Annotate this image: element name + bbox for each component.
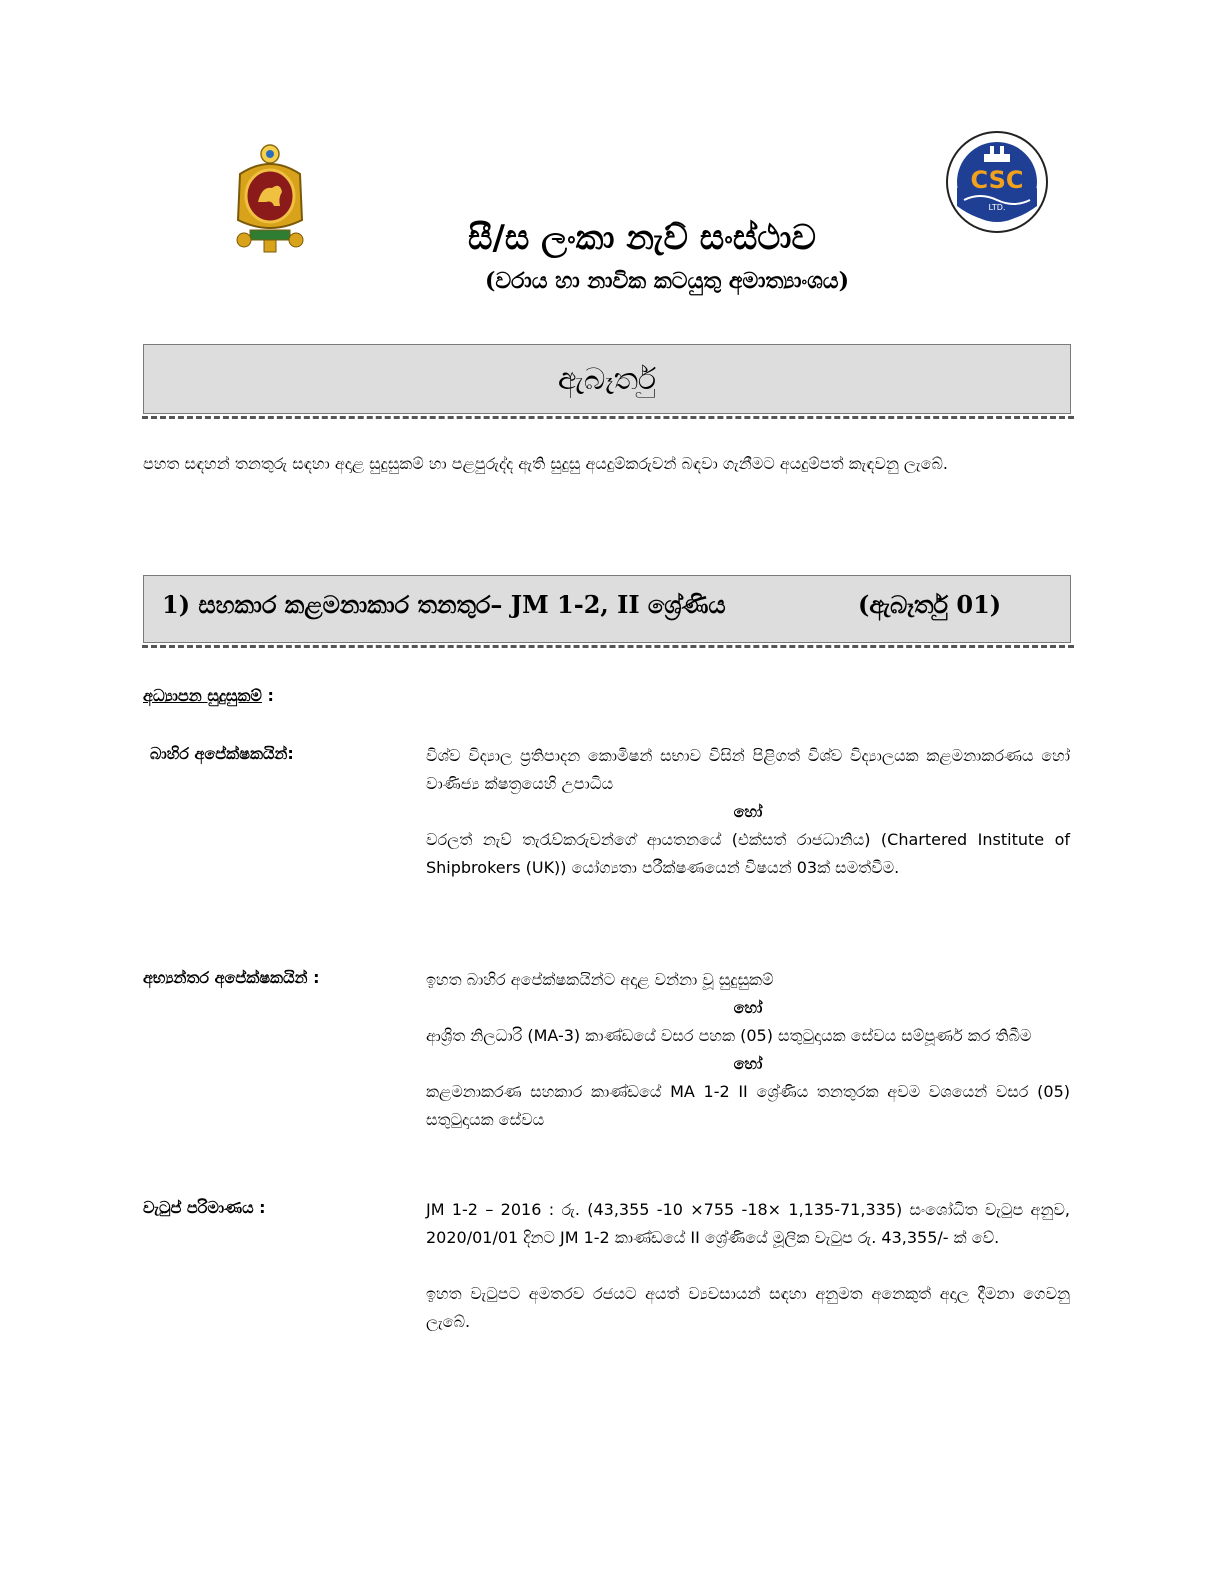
post-title: 1) සහකාර කළමනාකාර තනතුර– JM 1-2, II ශ්‍රේණිය — [162, 590, 726, 619]
internal-line-3: කළමනාකරණ සහකාර කාණ්ඩයේ MA 1-2 II ශ්‍රේණිය තනතුරක අවම වශයෙන් වසර (05) සතුටුදායක සේවය — [426, 1082, 1070, 1129]
internal-line-2: ආශ්‍රිත නිලධාරි (MA-3) කාණ්ඩයේ වසර පහක (05) සතුටුදායක සේවය සම්පූර්ණ කර තිබීම — [426, 1026, 1032, 1045]
internal-label: අභ්‍යන්තර අපේක්ෂකයින් : — [143, 968, 320, 987]
post-heading-box — [143, 575, 1071, 643]
internal-or-1: හෝ — [733, 998, 763, 1017]
internal-line-1: ඉහත බාහිර අපේක්ෂකයින්ට අදාළ වන්නා වූ සුදුසුකම් — [426, 970, 774, 989]
salary-line-2: ඉහත වැටුපට අමතරව රජයට අයත් ව්‍යවසායන් සඳහා අනුමත අනෙකුත් අදාල දීමනා ගෙවනු ලැබේ. — [426, 1284, 1070, 1331]
education-heading-colon: : — [261, 686, 274, 705]
external-label: බාහිර අපේක්ෂකයින්: — [150, 744, 294, 763]
organization-title: සී/ස ලංකා නැව් සංස්ථාව — [468, 218, 816, 258]
intro-paragraph: පහත සඳහන් තනතුරු සඳහා අදාළ සුදුසුකම් හා පළපුරුද්ද ඇති සුදුසු අයදුම්කරුවන් බඳවා ගැනීමට අයදුම්පත් කැඳවනු ලැබේ. — [143, 454, 949, 473]
external-line-2: වරලත් නැව් තැරැව්කරුවන්ගේ ආයතනයේ (එක්සත් රාජධානිය) (Chartered Institute of Shipbrokers (UK)) යෝග්‍යතා පරීක්ෂණයෙන් විෂයන් 03ක් සමත්වීම. — [426, 830, 1070, 877]
salary-content — [426, 1196, 1070, 1336]
internal-content — [426, 966, 1070, 1134]
ministry-subtitle: (වරාය හා නාවික කටයුතු අමාත්‍යාංශය) — [484, 268, 850, 294]
salary-line-1: JM 1-2 – 2016 : රු. (43,355 -10 ×755 -18× 1,135-71,335) සංශෝධිත වැටුප අනුව, 2020/01/01 දිනට JM 1-2 කාණ්ඩයේ II ශ්‍රේණියේ මූලික වැටුප රු. 43,355/- ක් වේ. — [426, 1200, 1070, 1247]
vacancies-heading: ඇබෑර්තු — [557, 362, 657, 397]
external-or: හෝ — [733, 802, 763, 821]
external-line-1: විශ්ව විද්‍යාල ප්‍රතිපාදන කොමිෂන් සභාව විසින් පිළිගත් විශ්ව විද්‍යාලයක කළමනාකරණය හෝ වාණිජ්‍ය ක්ෂත්‍රයෙහි උපාධිය — [426, 746, 1070, 793]
external-content — [426, 742, 1070, 882]
salary-label: වැටුප් පරිමාණය : — [143, 1198, 266, 1217]
csc-logo-text: CSC — [970, 166, 1024, 194]
post-ref: (ඇබෑර්තු 01) — [858, 590, 1002, 619]
vacancies-heading-box — [143, 344, 1071, 414]
csc-logo-sub: LTD. — [988, 203, 1006, 212]
education-heading — [143, 686, 274, 706]
internal-or-2: හෝ — [733, 1054, 763, 1073]
education-heading-text: අධ්‍යාපන සුදුසුකම් — [143, 686, 262, 705]
